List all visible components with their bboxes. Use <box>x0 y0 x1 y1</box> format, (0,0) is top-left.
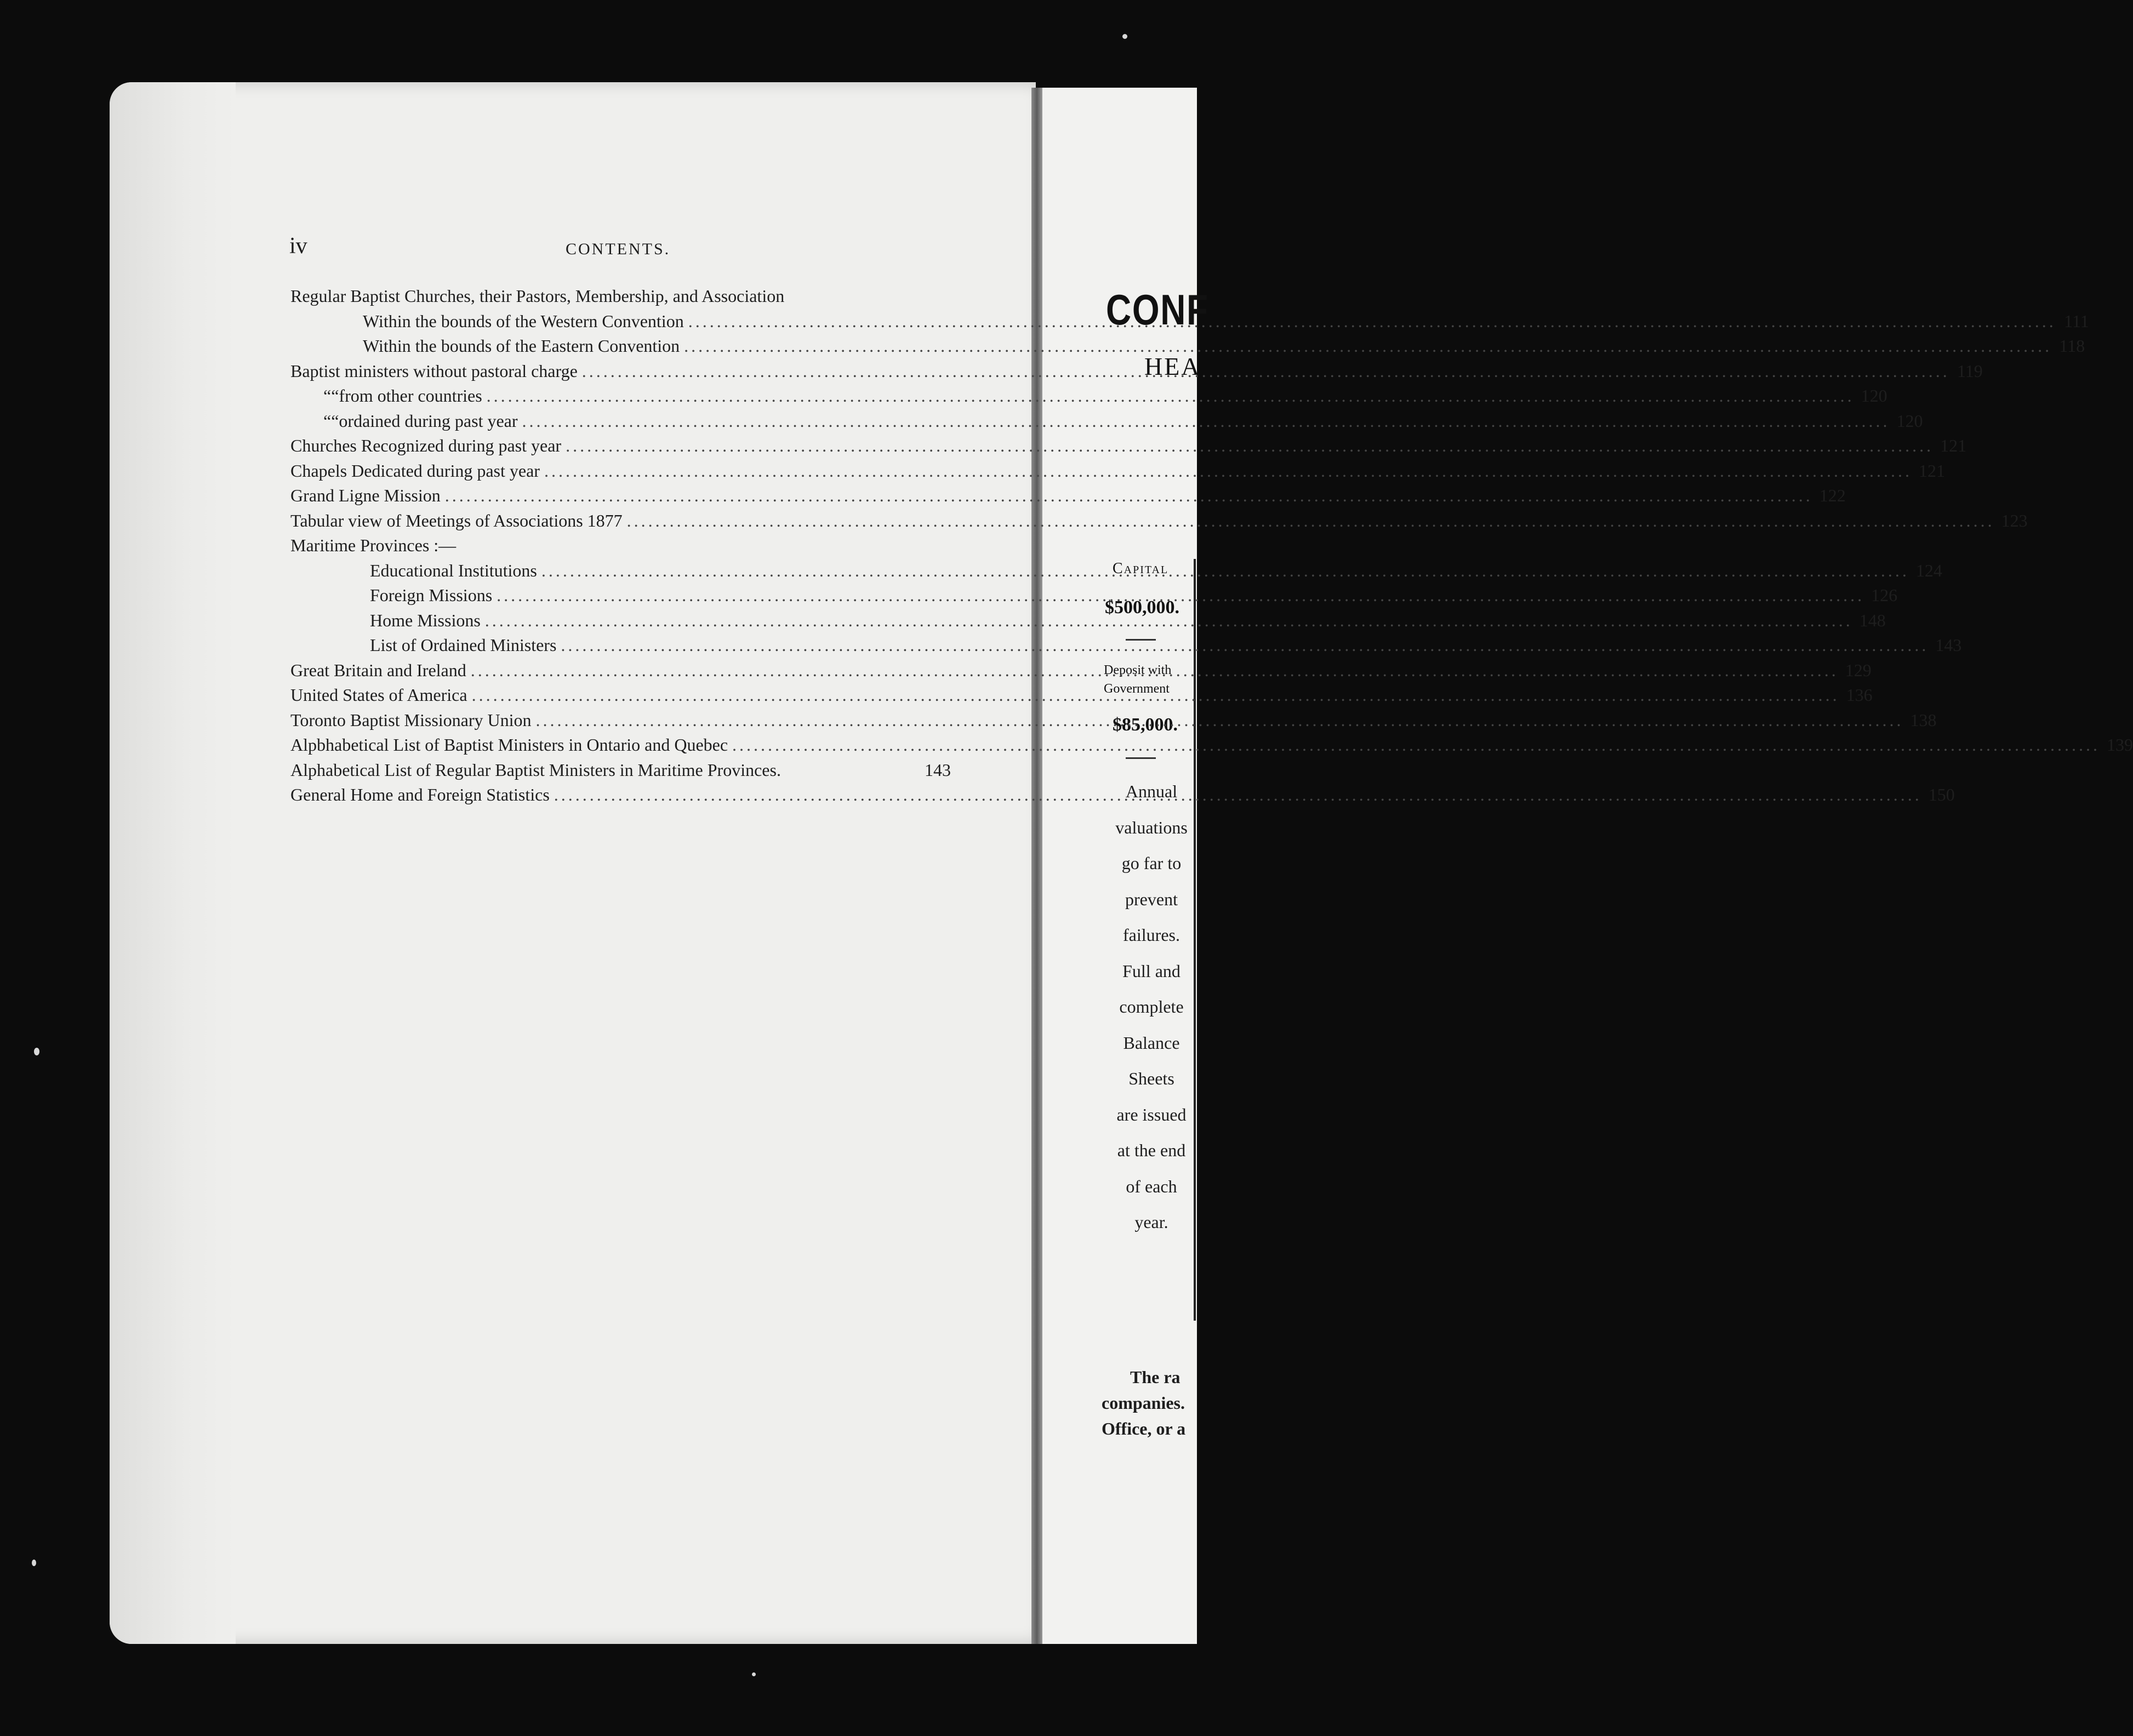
advert-title: CONF <box>1106 285 1209 334</box>
advert-column-line: Annual <box>1125 781 1178 801</box>
advert-column-line: complete <box>1119 997 1184 1017</box>
toc-entry-label: from other countries <box>339 386 482 406</box>
leader-dots <box>471 660 1839 681</box>
ditto-mark: “ <box>331 386 339 406</box>
advert-column-line: year. <box>1134 1212 1168 1232</box>
leader-dots <box>566 436 1934 456</box>
leader-dots <box>544 461 1912 481</box>
toc-entry <box>290 410 1923 436</box>
leader-dots <box>561 635 1929 655</box>
capital-value: $500,000. <box>1105 597 1179 618</box>
running-head: CONTENTS. <box>566 240 671 258</box>
toc-entry-page: 150 <box>1928 785 1955 804</box>
toc-entry-page: 139 <box>2107 735 2133 755</box>
advert-column-line: are issued <box>1116 1104 1187 1124</box>
toc-entry-label: ordained during past year <box>339 410 518 431</box>
advert-subtitle: HEA <box>1144 352 1201 380</box>
advert-column-line: valuations <box>1115 817 1188 837</box>
toc-entry-page: 121 <box>1940 436 1967 455</box>
advert-column-text <box>1102 774 1201 1241</box>
toc-entry-page: 148 <box>1859 610 1886 630</box>
advert-column-line: Full and <box>1122 961 1180 981</box>
toc-entry-page: 126 <box>1871 585 1898 605</box>
deposit-value: $85,000. <box>1113 715 1178 735</box>
toc-entry-label: Within the bounds of the Western Convention <box>363 311 684 331</box>
leader-dots <box>627 511 1995 531</box>
dust-speck <box>34 1048 39 1055</box>
advert-footer <box>1102 1364 1185 1442</box>
toc-entry <box>290 735 2133 760</box>
leader-dots <box>684 336 2052 356</box>
toc-entry-page: 119 <box>1957 361 1983 381</box>
toc-entry-label: Toronto Baptist Missionary Union <box>290 710 532 730</box>
leader-dots <box>485 610 1853 631</box>
toc-entry-page: 118 <box>2059 336 2085 356</box>
toc-entry <box>290 311 2089 336</box>
toc-entry-page: 143 <box>1935 635 1962 655</box>
advert-column-line: prevent <box>1125 889 1178 909</box>
toc-entry-label: Educational Institutions <box>370 560 537 580</box>
toc-entry-page: 129 <box>1845 660 1872 680</box>
page-edge <box>110 82 236 1644</box>
toc-entry-label: Maritime Provinces :— <box>290 535 457 555</box>
advert-column-line: Sheets <box>1128 1069 1174 1088</box>
toc-entry <box>290 635 1962 660</box>
leader-dots <box>472 685 1840 705</box>
toc-entry <box>290 760 951 785</box>
leader-dots <box>487 386 1855 406</box>
toc-entry-page: 121 <box>1918 460 1945 481</box>
footer-line: The ra <box>1130 1367 1180 1387</box>
toc-entry-label: Chapels Dedicated during past year <box>290 460 540 481</box>
toc-entry <box>290 610 1886 636</box>
advert-column-line: at the end <box>1117 1140 1186 1160</box>
leader-dots <box>554 785 1922 805</box>
advert-column-line: Balance <box>1123 1032 1180 1053</box>
toc-entry <box>290 486 1846 511</box>
toc-entry-label: Tabular view of Meetings of Associations 1877 <box>290 510 623 530</box>
leader-dots <box>497 585 1864 606</box>
dust-speck <box>32 1560 36 1566</box>
toc-entry <box>290 535 951 561</box>
ditto-mark: “ <box>323 386 332 406</box>
leader-dots <box>732 735 2100 755</box>
toc-entry-page: 120 <box>1896 410 1923 431</box>
toc-entry-label: Baptist ministers without pastoral charge <box>290 361 578 381</box>
page-number: iv <box>289 233 307 259</box>
toc-entry-page: 136 <box>1846 685 1873 705</box>
leader-dots <box>582 361 1950 381</box>
toc-entry <box>290 460 1945 486</box>
footer-line: companies. <box>1102 1393 1185 1413</box>
leader-dots <box>688 311 2056 332</box>
toc-entry-label: United States of America <box>290 685 467 705</box>
toc-entry-label: List of Ordained Ministers <box>370 635 557 655</box>
toc-entry-label: Foreign Missions <box>370 585 493 605</box>
toc-entry-page: 122 <box>1819 486 1846 505</box>
toc-entry-label: Alpbhabetical List of Baptist Ministers in Ontario and Quebec <box>290 735 728 755</box>
deposit-line-1: Deposit with <box>1104 663 1172 677</box>
toc-entry-label: Regular Baptist Churches, their Pastors, Membership, and Association <box>290 286 785 306</box>
toc-entry-label: Great Britain and Ireland <box>290 660 466 680</box>
ditto-mark: “ <box>323 410 332 431</box>
toc-entry-label: Within the bounds of the Eastern Convention <box>363 336 680 356</box>
leader-dots <box>445 486 1813 506</box>
capital-label: Capital <box>1113 560 1169 577</box>
toc-entry <box>290 436 1967 461</box>
toc-entry-label: General Home and Foreign Statistics <box>290 785 550 804</box>
leader-dots <box>536 710 1904 730</box>
toc-entry-label: Alphabetical List of Regular Baptist Ministers in Maritime Provinces. <box>290 760 781 780</box>
toc-entry-page: 123 <box>2001 510 2028 530</box>
ditto-mark: “ <box>331 410 339 431</box>
dust-speck <box>752 1672 756 1676</box>
toc-entry-page: 111 <box>2064 311 2089 331</box>
toc-entry-page: 143 <box>925 760 951 780</box>
toc-entry-page: 124 <box>1915 560 1942 580</box>
toc-entry-label: Home Missions <box>370 610 481 630</box>
toc-entry-label: Grand Ligne Mission <box>290 486 441 505</box>
advert-column-line: go far to <box>1121 853 1182 873</box>
divider <box>1126 757 1156 759</box>
toc-entry-page: 120 <box>1861 386 1887 406</box>
toc-entry-page: 138 <box>1910 710 1937 730</box>
toc-entry <box>290 386 1887 411</box>
leader-dots <box>541 561 1909 581</box>
deposit-line-2: Government <box>1104 682 1170 696</box>
toc-entry <box>290 510 2028 536</box>
footer-line: Office, or a <box>1102 1419 1186 1438</box>
advert-column-line: failures. <box>1123 925 1180 945</box>
toc-entry <box>290 336 2085 361</box>
leader-dots <box>522 411 1890 431</box>
toc-entry-label: Churches Recognized during past year <box>290 436 562 455</box>
dust-speck <box>1122 34 1127 39</box>
toc-entry <box>290 286 951 311</box>
advert-column-line: of each <box>1126 1176 1177 1196</box>
